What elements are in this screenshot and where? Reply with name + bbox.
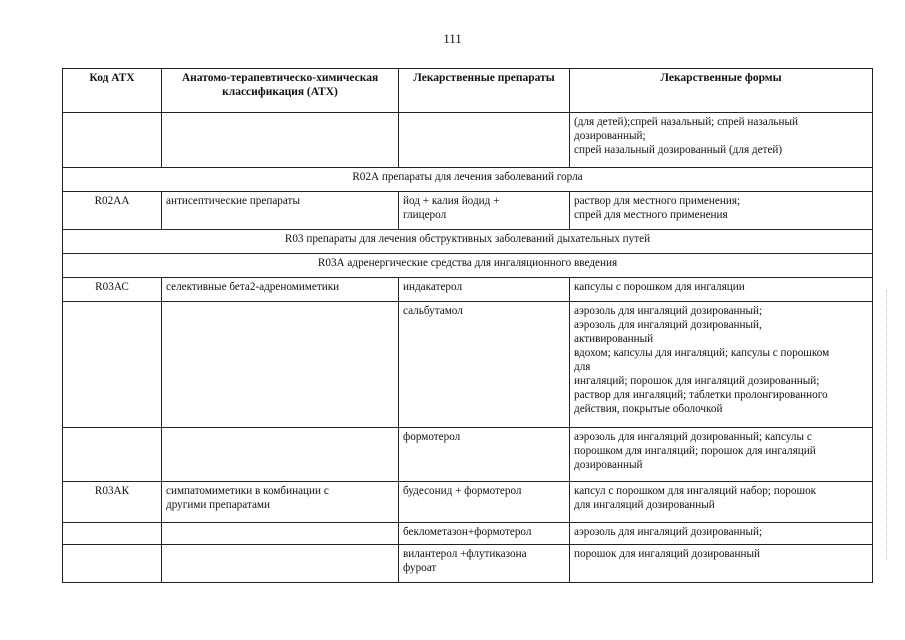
cell-drug: [399, 113, 570, 168]
atx-drug-table: [62, 68, 873, 583]
cell-code: [63, 113, 162, 168]
header-code: Код АТХ: [63, 69, 162, 113]
cell-forms: капсул с порошком для ингаляций набор; порошок для ингаляций дозированный: [570, 482, 873, 523]
header-classification: Анатомо-терапевтическо-химическая классификация (АТХ): [162, 69, 399, 113]
cell-classification: [162, 302, 399, 428]
header-drugs: Лекарственные препараты: [399, 69, 570, 113]
cell-forms: аэрозоль для ингаляций дозированный; капсулы с порошком для ингаляций; порошок для ингаляций дозированный: [570, 428, 873, 482]
cell-drug: йод + калия йодид + глицерол: [399, 192, 570, 230]
cell-drug: вилантерол +флутиказона фуроат: [399, 545, 570, 583]
scan-artifact: [886, 290, 889, 560]
table-row: [63, 113, 873, 168]
section-row: [63, 230, 873, 254]
cell-code: [63, 545, 162, 583]
table-row: [63, 192, 873, 230]
section-row: [63, 168, 873, 192]
header-forms: Лекарственные формы: [570, 69, 873, 113]
table-row: [63, 428, 873, 482]
cell-classification: [162, 113, 399, 168]
cell-forms: капсулы с порошком для ингаляции: [570, 278, 873, 302]
section-title-r03: R03 препараты для лечения обструктивных заболеваний дыхательных путей: [63, 230, 873, 254]
cell-drug: сальбутамол: [399, 302, 570, 428]
section-title-r03a: R03А адренергические средства для ингаляционного введения: [63, 254, 873, 278]
table-row: [63, 278, 873, 302]
cell-code: [63, 428, 162, 482]
cell-code: [63, 302, 162, 428]
cell-classification: [162, 523, 399, 545]
cell-classification: антисептические препараты: [162, 192, 399, 230]
cell-forms: аэрозоль для ингаляций дозированный;: [570, 523, 873, 545]
cell-drug: индакатерол: [399, 278, 570, 302]
cell-classification: симпатомиметики в комбинации с другими препаратами: [162, 482, 399, 523]
cell-forms: (для детей);спрей назальный; спрей назальный дозированный; спрей назальный дозированный (для детей): [570, 113, 873, 168]
cell-forms: раствор для местного применения; спрей для местного применения: [570, 192, 873, 230]
table-row: [63, 302, 873, 428]
cell-drug: формотерол: [399, 428, 570, 482]
table-row: [63, 482, 873, 523]
cell-code: R03АС: [63, 278, 162, 302]
cell-classification: [162, 545, 399, 583]
cell-code: R02АА: [63, 192, 162, 230]
cell-code: [63, 523, 162, 545]
cell-forms: аэрозоль для ингаляций дозированный; аэрозоль для ингаляций дозированный, активированный вдохом; капсулы для ингаляций; капсулы с порошком для ингаляций; порошок для ингаляций дозированный; раствор для ингаляций; таблетки пролонгированного действия, покрытые оболочкой: [570, 302, 873, 428]
table-header-row: [63, 69, 873, 113]
section-title-r02a: R02А препараты для лечения заболеваний горла: [63, 168, 873, 192]
cell-code: R03АК: [63, 482, 162, 523]
section-row: [63, 254, 873, 278]
cell-classification: селективные бета2-адреномиметики: [162, 278, 399, 302]
page-number: 111: [443, 31, 462, 46]
table-row: [63, 523, 873, 545]
table-row: [63, 545, 873, 583]
cell-forms: порошок для ингаляций дозированный: [570, 545, 873, 583]
cell-drug: будесонид + формотерол: [399, 482, 570, 523]
cell-classification: [162, 428, 399, 482]
cell-drug: беклометазон+формотерол: [399, 523, 570, 545]
